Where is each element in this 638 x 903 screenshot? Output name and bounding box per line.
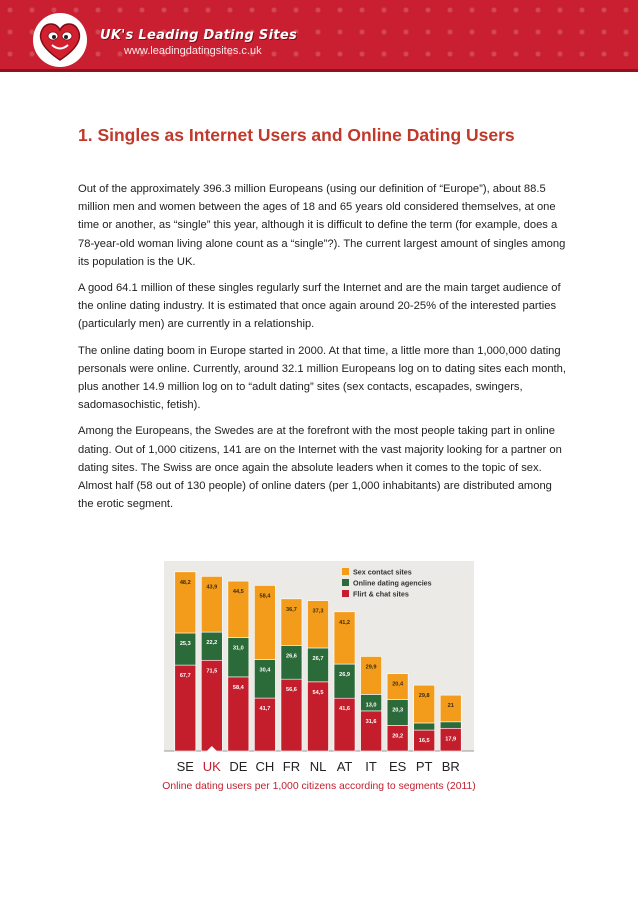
- data-label: 20,3: [392, 707, 404, 714]
- banner-pattern: [0, 0, 638, 72]
- data-label: 44,5: [232, 589, 244, 596]
- bar-at-segment-1: [334, 664, 355, 698]
- bar-fr-segment-2: [281, 599, 302, 646]
- data-label: 31,0: [232, 645, 244, 652]
- paragraph: A good 64.1 million of these singles regularly surf the Internet and are the main target audience of the online dating industry. It is estimated that once again around 20-25% of the interested parties (particularly men) are currently in a relationship.: [78, 282, 561, 331]
- legend-swatch: [342, 568, 349, 575]
- stacked-bar-chart: [164, 561, 474, 778]
- data-label: 26,9: [339, 672, 350, 679]
- x-tick-label: FR: [282, 759, 301, 774]
- paragraph: Among the Europeans, the Swedes are at the forefront with the most people taking part in online dating. Out of 1,000 citizens, 141 are on the Internet with the vast majority looking for a partner on dating sites. The Swiss are once again the absolute leaders when it comes to the topic of sex. Almost half (58 out of 130 people) of online daters (per 1,000 inhabitants) are distributed among the erotic segment.: [78, 425, 562, 511]
- legend-label: Online dating agencies: [353, 578, 432, 588]
- data-label: 58,4: [232, 684, 244, 691]
- bar-it-segment-0: [361, 711, 382, 751]
- data-label: 43,9: [206, 584, 218, 591]
- bar-ch-segment-1: [254, 660, 275, 699]
- data-label: 20,4: [392, 681, 404, 688]
- data-label: 26,6: [286, 653, 297, 660]
- data-label: 41,2: [339, 619, 350, 626]
- data-label: 31,6: [365, 718, 377, 725]
- data-label: 29,8: [418, 693, 430, 700]
- x-tick-label: ES: [388, 759, 407, 774]
- legend-label: Sex contact sites: [353, 567, 412, 577]
- x-tick-label: CH: [255, 759, 275, 774]
- bar-fr-segment-1: [281, 645, 302, 679]
- site-url[interactable]: www.leadingdatingsites.c.uk: [124, 45, 262, 57]
- article-body: [78, 180, 568, 521]
- x-tick-label: IT: [365, 759, 377, 774]
- data-label: 22,2: [206, 640, 218, 647]
- data-label: 36,7: [286, 606, 297, 613]
- bar-pt-segment-2: [414, 685, 435, 723]
- legend-label: Flirt & chat sites: [353, 589, 409, 599]
- data-label: 37,3: [312, 608, 324, 615]
- x-tick-label: UK: [202, 759, 221, 774]
- x-tick-label: SE: [176, 759, 194, 774]
- legend-swatch: [342, 579, 349, 586]
- x-tick-label: BR: [441, 759, 460, 774]
- bar-br-segment-1: [440, 722, 461, 728]
- chart-caption: Online dating users per 1,000 citizens according to segments (2011): [162, 781, 476, 792]
- banner-divider: [0, 69, 638, 72]
- data-label: 58,4: [259, 593, 271, 600]
- bar-nl-segment-1: [308, 648, 329, 682]
- heart-logo-icon: [30, 12, 90, 68]
- x-tick-label: PT: [415, 759, 433, 774]
- x-tick-label: DE: [229, 759, 248, 774]
- data-label: 26,7: [312, 655, 324, 662]
- bar-de-segment-1: [228, 638, 249, 677]
- paragraph: Out of the approximately 396.3 million Europeans (using our definition of “Europe”), about 88.5 million men and women between the ages of 18 and 65 years old considered themselves, at one time or another, as “single” this year, although it is difficult to define the term (for example, does a 78-year-old woman living alone count as a “single”?). The current largest amount of singles among its population is the UK.: [78, 183, 566, 268]
- data-label: 41,6: [339, 706, 350, 713]
- bar-it-segment-2: [361, 656, 382, 694]
- data-label: 30,4: [259, 667, 271, 674]
- paragraph: The online dating boom in Europe started in 2000. At that time, a little more than 1,000,000 dating personals were online. Currently, around 32.1 million Europeans log on to dating sites each month, plus another 14.9 million log on to “adult dating” sites (sex contacts, escapades, swingers, sadomasochistic, fetish).: [78, 344, 566, 412]
- bar-se-segment-1: [175, 633, 196, 665]
- data-label: 71,5: [206, 668, 218, 675]
- data-label: 56,6: [286, 687, 297, 694]
- section-heading: 1. Singles as Internet Users and Online Dating Users: [78, 125, 515, 145]
- data-label: 13,0: [365, 702, 377, 709]
- data-label: 25,3: [179, 640, 191, 647]
- x-tick-label: AT: [336, 759, 353, 774]
- data-label: 16,5: [418, 738, 430, 745]
- data-label: 41,7: [259, 706, 271, 713]
- x-tick-label: NL: [309, 759, 327, 774]
- data-label: 29,9: [365, 664, 377, 671]
- bar-uk-segment-1: [201, 632, 222, 660]
- data-label: 48,2: [179, 579, 191, 586]
- data-label: 17,9: [445, 736, 457, 743]
- legend-swatch: [342, 590, 349, 597]
- data-label: 54,5: [312, 689, 324, 696]
- site-title: UK's Leading Dating Sites: [100, 28, 298, 43]
- data-label: 67,7: [179, 673, 191, 680]
- data-label: 21: [447, 703, 454, 710]
- data-label: 20,2: [392, 733, 404, 740]
- header-banner: [0, 0, 638, 72]
- bar-pt-segment-1: [414, 723, 435, 730]
